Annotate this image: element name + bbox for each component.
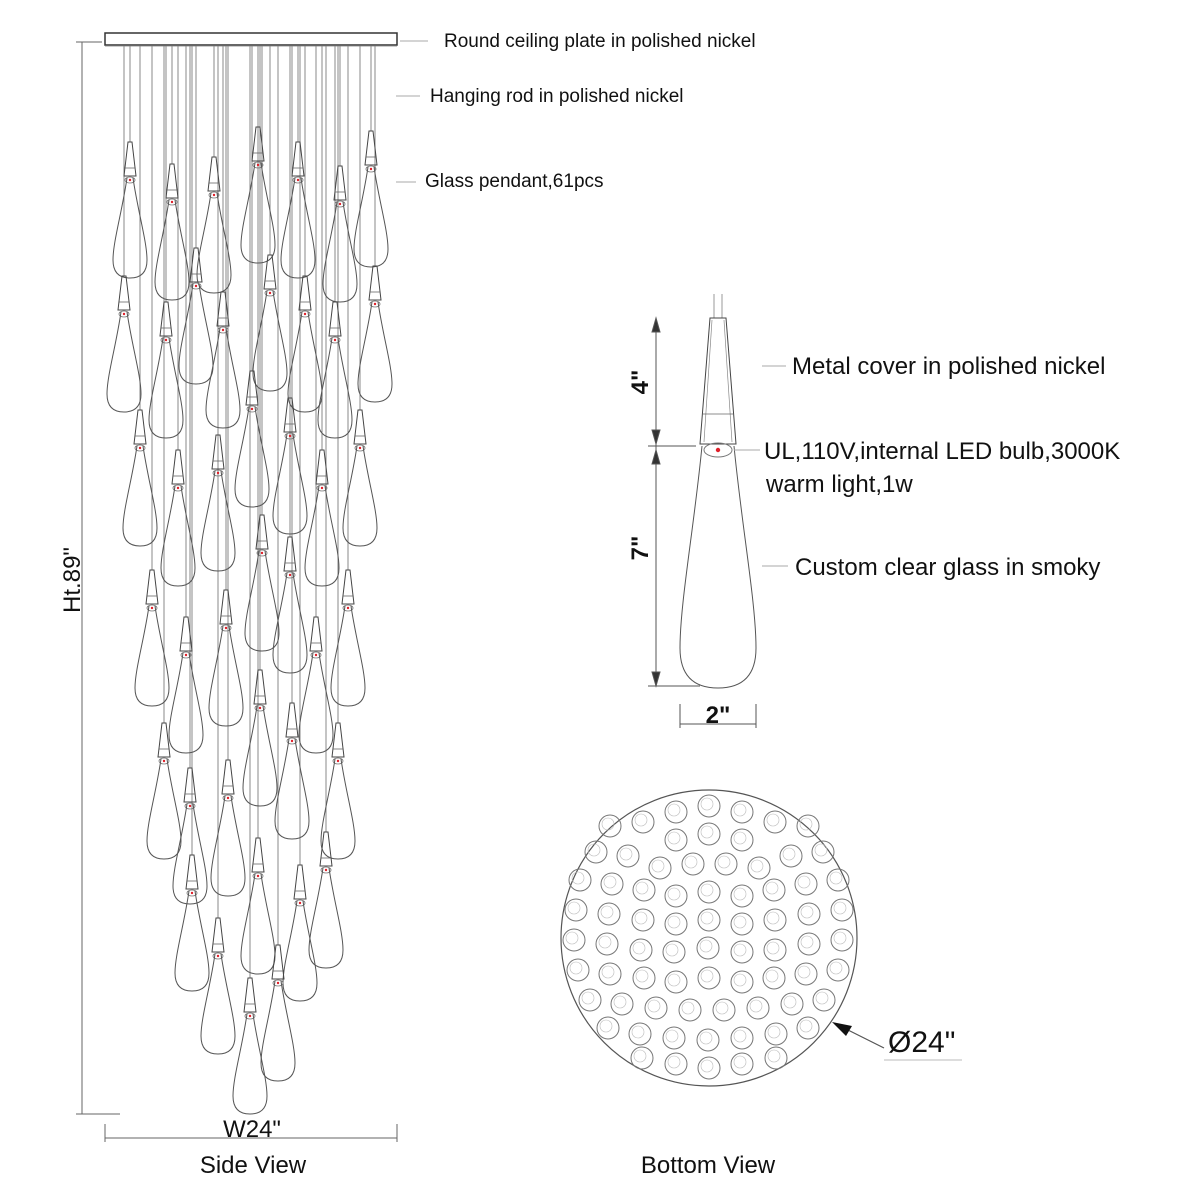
bottom-view	[561, 790, 962, 1179]
diameter-label: Ø24"	[888, 1026, 956, 1059]
glass-pendant-label: Glass pendant,61pcs	[425, 171, 604, 192]
ceiling-plate-label: Round ceiling plate in polished nickel	[444, 31, 756, 52]
hanging-rod-label: Hanging rod in polished nickel	[430, 86, 684, 107]
metal-cover-label: Metal cover in polished nickel	[792, 353, 1106, 380]
pendant-dimension-lines	[648, 318, 700, 686]
led-label-line2: warm light,1w	[766, 471, 913, 498]
pendant-detail	[627, 294, 1120, 729]
glass-height-label: 7"	[627, 535, 654, 561]
custom-glass-label: Custom clear glass in smoky	[795, 554, 1101, 581]
height-label: Ht.89"	[59, 547, 86, 613]
pendant-width-label: 2"	[705, 702, 731, 729]
led-label-line1: UL,110V,internal LED bulb,3000K	[764, 438, 1121, 465]
width-label: W24"	[223, 1116, 281, 1143]
ceiling-plate	[105, 33, 397, 45]
bottom-view-pendant-grid	[563, 795, 853, 1079]
side-view	[59, 31, 756, 1179]
cover-height-label: 4"	[627, 369, 654, 395]
bottom-view-title: Bottom View	[640, 1152, 776, 1179]
hanging-rods	[124, 46, 375, 978]
bottom-view-outline	[561, 790, 857, 1086]
side-view-title: Side View	[199, 1152, 307, 1179]
